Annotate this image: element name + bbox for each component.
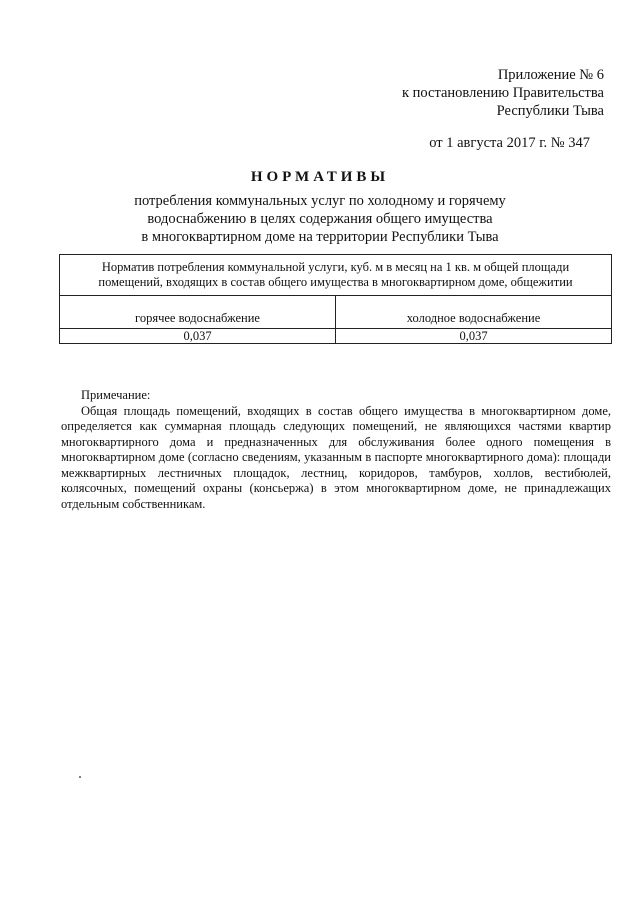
- column-cold-water: холодное водоснабжение: [336, 296, 612, 329]
- subtitle-line-1: потребления коммунальных услуг по холодному и горячему: [134, 193, 506, 209]
- value-cold-water: 0,037: [336, 329, 612, 344]
- table-row: [60, 329, 612, 344]
- note-text: Общая площадь помещений, входящих в состав общего имущества в многоквартирном доме, определяется как суммарная площадь следующих помещений, не являющихся частями квартир многоквартирного дома и предназначенных для обслуживания более одного помещения в многоквартирном доме (согласно сведениям, указанным в паспорте многоквартирного дома): площади межквартирных лестничных площадок, лестниц, коридоров, тамбуров, холлов, вестибюлей, колясочных, помещений охраны (консьержа) в этом многоквартирном доме, не принадлежащих отдельным собственникам.: [61, 403, 611, 511]
- appendix-number: Приложение № 6: [497, 67, 604, 83]
- appendix-government: Республики Тыва: [496, 103, 604, 119]
- table-header-row: [60, 255, 612, 296]
- subtitle-line-3: в многоквартирном доме на территории Республики Тыва: [141, 229, 499, 245]
- value-hot-water: 0,037: [60, 329, 336, 344]
- note-block: [61, 388, 611, 512]
- table-header-cell: [60, 255, 612, 296]
- norm-table: [59, 254, 612, 344]
- table-header-line-1: Норматив потребления коммунальной услуги, куб. м в месяц на 1 кв. м общей площади: [101, 260, 570, 274]
- table-column-row: [60, 296, 612, 329]
- table-header-line-2: помещений, входящих в состав общего имущества в многоквартирном доме, общежитии: [98, 275, 573, 289]
- subtitle-line-2: водоснабжению в целях содержания общего имущества: [147, 211, 493, 227]
- appendix-block: [402, 66, 604, 152]
- document-title: НОРМАТИВЫ: [250, 169, 390, 185]
- appendix-dateline: от 1 августа 2017 г. № 347: [429, 135, 590, 151]
- appendix-decree: к постановлению Правительства: [402, 85, 604, 101]
- column-hot-water: горячее водоснабжение: [60, 296, 336, 329]
- scan-speck: [79, 776, 81, 778]
- document-subtitle: [110, 192, 530, 246]
- title-block: [110, 168, 530, 246]
- note-label: Примечание:: [81, 388, 151, 402]
